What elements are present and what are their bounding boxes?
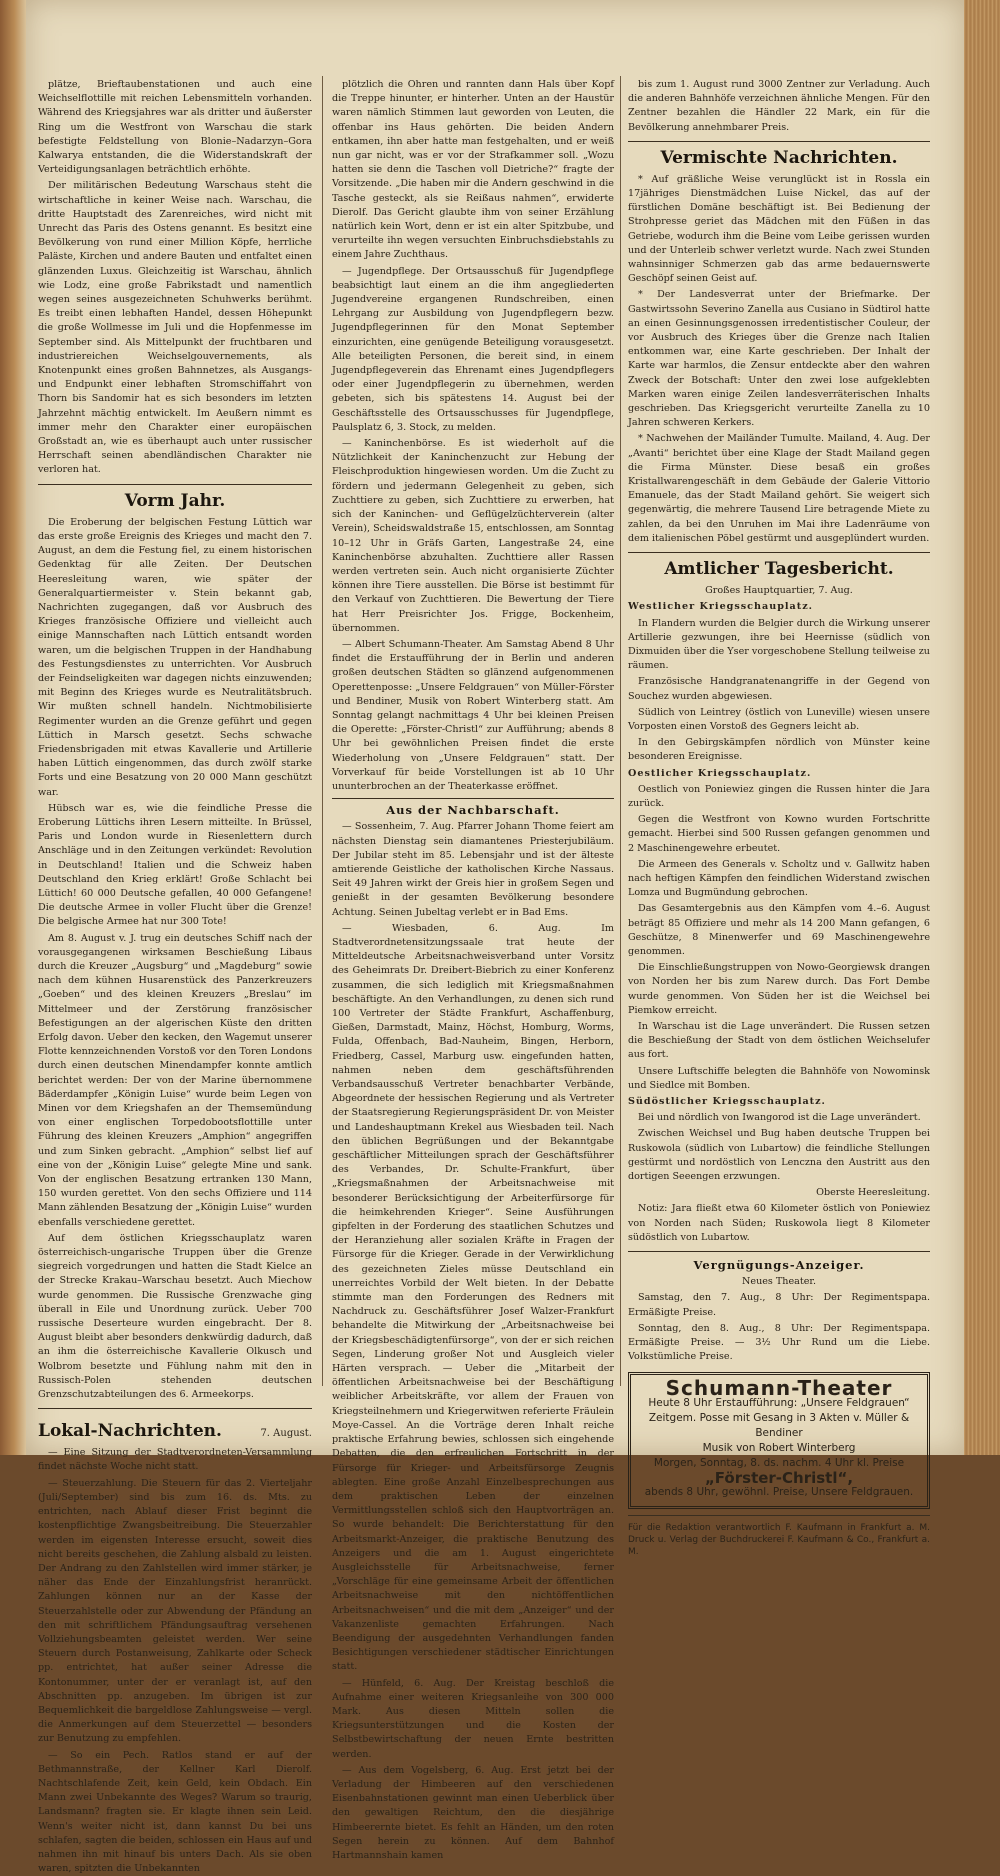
vermischte-para-2: * Der Landesverrat unter der Briefmarke. Der Gastwirtssohn Severino Zanella aus Cusiano in Südtirol hatte an einen Gesinnungsgenossen irredentistischer Couleur, der vor Ausbruch des Krieges über die Grenze nach Italien entkommen war, eine Karte geschrieben. Der Inhalt der Karte war harmlos, die Zensur entdeckte aber den wahren Zweck der Botschaft: Unter den zwei lose aufgeklebten Marken waren einige Zeilen landesverräterischen Inhalts geschrieben. Das Kriegsgericht verurteilte Zanella zu 10 Jahren schweren Kerkers. (628, 289, 930, 429)
ad-line-3: Musik von Robert Winterberg (702, 1441, 856, 1454)
ad-line-5: abends 8 Uhr, gewöhnl. Preise, Unsere Feldgrauen. (644, 1485, 914, 1498)
nachbar-para-1: — Sossenheim, 7. Aug. Pfarrer Johann Thome feiert am nächsten Dienstag sein diamantenes Priesterjubiläum. Der Jubilar steht im 85. Lebensjahr und ist der älteste amtierende Geistliche der katholischen Kirche Nassaus. Seit 49 Jahren wirkt der Greis hier in großem Segen und genießt in der gesamten Bevölkerung besondere Achtung. Seinen Jubeltag verlebt er in Bad Ems. (332, 821, 614, 918)
schumann-theater-ad (628, 1372, 930, 1508)
vorm-jahr-para-3: Am 8. August v. J. trug ein deutsches Schiff nach der vorausgegangenen wirksamen Beschießung Libaus durch die Kreuzer „Augsburg“ und „Magdeburg“ sowie nach dem kühnen Husarenstück des Panzerkreuzers „Goeben“ und des kleinen Kreuzers „Breslau“ im Mittelmeer und der Zerstörung französischer Befestigungen an der algerischen Küste den dritten Erfolg davon. Ueber den kecken, den Wagemut unserer Flotte kennzeichnenden Vorstoß vor den Toren Londons durch einen deutschen Minendampfer konnte amtlich berichtet werden: Der von der Marine übernommene Bäderdampfer „Königin Luise“ wurde beim Legen von Minen vor dem Kriegshafen an der Themsemündung von einer englischen Torpedobootsflottille unter Führung des kleinen Kreuzers „Amphion“ angegriffen und zum Sinken gebracht. „Amphion“ selbst lief auf eine von der „Königin Luise“ gelegte Mine und sank. Von der englischen Besatzung ertranken 130 Mann, 150 wurden gerettet. Von den sechs Offiziere und 114 Mann zählenden Besatzung der „Königin Luise“ wurden ebenfalls verschiedene gerettet. (38, 932, 312, 1228)
verg-para-1: Samstag, den 7. Aug., 8 Uhr: Der Regimentspapa. Ermäßigte Preise. (628, 1292, 930, 1318)
hauptquartier-line: Großes Hauptquartier, 7. Aug. (705, 585, 853, 597)
west-para-2: Französische Handgranatenangriffe in der Gegend von Souchez wurden abgewiesen. (628, 676, 930, 702)
ost-para-1: Oestlich von Poniewiez gingen die Russen hinter die Jara zurück. (628, 783, 930, 809)
west-para-1: In Flandern wurden die Belgier durch die Wirkung unserer Artillerie gezwungen, ihre bei Heernisse (südlich von Dixmuiden über die Yser vorgeschobene Stellung teilweise zu räumen. (628, 617, 930, 672)
vorm-jahr-para-2: Hübsch war es, wie die feindliche Presse die Eroberung Lüttichs ihren Lesern mitteilte. In Brüssel, Paris und London wurde in Riesenlettern durch Anschläge und in den Zeitungen verkündet: Revolution in Deutschland! Italien und die Schweiz haben Deutschland den Krieg erklärt! Große Schlacht bei Lüttich! 60 000 Deutsche gefallen, 40 000 Gefangene! Die deutsche Armee in voller Flucht über die Grenze! Die belgische Armee hat nur 300 Tote! (38, 802, 312, 928)
col2-para-3: — Kaninchenbörse. Es ist wiederholt auf die Nützlichkeit der Kaninchenzucht zur Hebung der Fleischproduktion hingewiesen worden. Um die Zucht zu fördern und jedermann Gelegenheit zu geben, sich Zuchttiere zu geben, sich Zuchttiere zu erwerben, hat sich der Kaninchen- und Geflügelzüchterverein (alter Verein), Scheidswaldstraße 15, entschlossen, am Sonntag 10–12 Uhr in Gräfs Garten, Langestraße 24, eine Kaninchenbörse abzuhalten. Zuchttiere aller Rassen werden vertreten sein. Auch nicht organisierte Züchter können ihre Tiere ausstellen. Die Börse ist bestimmt für den Verkauf von Zuchttieren. Die Bewertung der Tiere hat Herr Preisrichter Jos. Frigge, Bockenheim, übernommen. (332, 438, 614, 634)
west-front-heading: Westlicher Kriegsschauplatz. (628, 601, 813, 613)
section-rule (628, 1251, 930, 1252)
vermischte-para-1: * Auf gräßliche Weise verunglückt ist in Rossla ein 17jähriges Dienstmädchen Luise Nickel, das auf der fürstlichen Domäne beschäftigt ist. Bei Bedienung der Strohpresse geriet das Mädchen mit den Füßen in das Getriebe, wodurch ihm die Beine vom Leibe gerissen wurden und der Unterleib schwer verletzt wurde. Nach zwei Stunden wahnsinniger Schmerzen gab das arme bedauernswerte Geschöpf seinen Geist auf. (628, 173, 930, 285)
lokal-para-3: — So ein Pech. Ratlos stand er auf der Bethmannstraße, der Kellner Karl Dierolf. Nachtschlafende Zeit, kein Geld, kein Obdach. Ein Mann zwei Unbekannte des Weges? Warum so traurig, Landsmann? fragten sie. Er klagte ihnen sein Leid. Wenn's weiter nicht ist, dann kannst Du bei uns schlafen, sagten die beiden, schlossen ein Haus auf und nahmen ihn mit hinauf bis unters Dach. Als sie oben waren, spitzten die Unbekannten (38, 1749, 312, 1875)
ad-line-1: Heute 8 Uhr Erstaufführung: „Unsere Feldgrauen“ (648, 1396, 910, 1409)
nachbar-para-3: — Hünfeld, 6. Aug. Der Kreistag beschloß die Aufnahme einer weiteren Kriegsanleihe von 300 000 Mark. Aus diesen Mitteln sollen die Kriegsunterstützungen und die Kosten der Selbstbewirtschaftung der neuen Ernte bestritten werden. (332, 1677, 614, 1760)
vergnuegungs-heading: Vergnügungs-Anzeiger. (693, 1258, 865, 1273)
ost-para-7: Unsere Luftschiffe belegten die Bahnhöfe von Nowominsk und Siedlce mit Bomben. (628, 1065, 930, 1091)
section-rule (332, 798, 614, 799)
column-divider-1 (322, 76, 323, 1386)
book-page-edges (964, 0, 1000, 1455)
nachbarschaft-heading: Aus der Nachbarschaft. (386, 803, 560, 818)
section-rule (628, 552, 930, 553)
vorm-jahr-para-4: Auf dem östlichen Kriegsschauplatz waren österreichisch-ungarische Truppen über die Grenze siegreich vorgedrungen und hatten die Stadt Kielce an der Strecke Krakau–Warschau besetzt. Auch Miechow wurde genommen. Die Russische Grenzwache ging überall in Eile und Unordnung zurück. Ueber 700 russische Deserteure wurden eingebracht. Der 8. August bleibt aber besonders denkwürdig dadurch, daß an ihm die österreichische Kavallerie Olkusch und Wolbrom besetzte und Fühlung nahm mit den in Russisch-Polen stehenden deutschen Grenzschutzabteilungen des 6. Armeekorps. (38, 1232, 312, 1401)
ad-title: Schumann-Theater (665, 1376, 893, 1401)
section-rule (38, 1408, 312, 1409)
ad-line-2: Zeitgem. Posse mit Gesang in 3 Akten v. Müller & Bendiner (648, 1411, 910, 1439)
ost-para-4: Das Gesamtergebnis aus den Kämpfen vom 4.–6. August beträgt 85 Offiziere und mehr als 14 200 Mann gefangen, 6 Geschütze, 8 Minenwerfer und 69 Maschinengewehre genommen. (628, 903, 930, 957)
vermischte-para-3: * Nachwehen der Mailänder Tumulte. Mailand, 4. Aug. Der „Avanti“ berichtet über eine Klage der Stadt Mailand gegen die Firma Münster. Diese besaß ein großes Kristallwarengeschäft in dem Gebäude der Galerie Vittorio Emanuele, das der Stadt Mailand gehört. Sie weigert sich gegenwärtig, die mehrere Tausend Lire betragende Miete zu zahlen, da bei den Unruhen im Mai ihre Ladenräume von dem italienischen Pöbel gestürmt und ausgeplündert wurden. (628, 433, 930, 544)
ost-front-heading: Oestlicher Kriegsschauplatz. (628, 767, 812, 779)
ost-para-2: Gegen die Westfront von Kowno wurden Fortschritte gemacht. Hierbei sind 500 Russen gefangen genommen und 2 Maschinengewehre erbeutet. (628, 814, 930, 854)
column-divider-2 (620, 76, 621, 1386)
lokal-header (38, 1415, 312, 1446)
col3-top-para: bis zum 1. August rund 3000 Zentner zur Verladung. Auch die anderen Bahnhöfe verzeichnen ähnliche Mengen. Für den Zentner bezahlen die Händler 22 Mark, ein für die Bevölkerung annehmbarer Preis. (628, 79, 930, 133)
ost-para-6: In Warschau ist die Lage unverändert. Die Russen setzen die Beschießung der Stadt von dem östlichen Weichselufer aus fort. (628, 1020, 930, 1061)
sued-para-1: Bei und nördlich von Iwangorod ist die Lage unverändert. (638, 1112, 921, 1124)
west-para-4: In den Gebirgskämpfen nördlich von Münster keine besonderen Ereignisse. (628, 737, 930, 763)
heeresleitung-signature: Oberste Heeresleitung. (816, 1187, 930, 1199)
book-spine-left (0, 0, 26, 1455)
verg-para-2: Sonntag, den 8. Aug., 8 Uhr: Der Regimentspapa. Ermäßigte Preise. — 3½ Uhr Rund um die Liebe. Volkstümliche Preise. (628, 1322, 930, 1363)
col2-para-4: — Albert Schumann-Theater. Am Samstag Abend 8 Uhr findet die Erstaufführung der in Berlin und anderen großen deutschen Städten so glänzend aufgenommenen Operettenposse: „Unsere Feldgrauen“ von Müller-Förster und Bendiner, Musik von Robert Winterberg statt. Am Sonntag gelangt nachmittags 4 Uhr bei kleinen Preisen die Operette: „Förster-Christl“ zur Aufführung; abends 8 Uhr bei gewöhnlichen Preisen findet die erste Wiederholung von „Unsere Feldgrauen“ statt. Der Vorverkauf für beide Vorstellungen ist ab 10 Uhr ununterbrochen an der Theaterkasse eröffnet. (332, 638, 614, 792)
section-rule (38, 484, 312, 485)
amtlicher-heading: Amtlicher Tagesbericht. (664, 559, 894, 580)
ost-para-3: Die Armeen des Generals v. Scholtz und v. Gallwitz haben nach heftigen Kämpfen den feindlichen Widerstand zwischen Lomza und Bugmündung gebrochen. (628, 858, 930, 899)
col2-para-1: plötzlich die Ohren und rannten dann Hals über Kopf die Treppe hinunter, er hinterher. Unten an der Haustür waren nämlich Stimmen laut geworden von Leuten, die offenbar ins Haus gehörten. Die beiden Andern entkamen, ihn aber hatte man festgehalten, und er weiß nun gar nicht, was er vor der Strafkammer soll. „Wozu hatten sie denn die Taschen voll Dietriche?“ fragte der Vorsitzende. „Die haben mir die Andern geschwind in die Tasche gesteckt, als sie Reißaus nahmen“, erwiderte Dierolf. Das Gericht glaubte ihm von seiner Erzählung natürlich kein Wort, denn er ist ein alter Spitzbube, und verurteilte ihn wegen versuchten Einbruchsdiebstahls zu einem Jahre Zuchthaus. (332, 79, 614, 261)
notiz-para: Notiz: Jara fließt etwa 60 Kilometer östlich von Poniewiez von Norden nach Süden; Ruskowola liegt 8 Kilometer südöstlich von Lubartow. (628, 1203, 930, 1243)
section-rule (628, 1515, 930, 1516)
vorm-jahr-heading: Vorm Jahr. (124, 490, 226, 511)
imprint: Für die Redaktion verantwortlich F. Kaufmann in Frankfurt a. M. Druck u. Verlag der Buchdruckerei F. Kaufmann & Co., Frankfurt a. M. (628, 1522, 930, 1557)
lokal-para-1: — Eine Sitzung der Stadtverordneten-Versammlung findet nächste Woche nicht statt. (38, 1447, 312, 1473)
column-2 (332, 78, 614, 1861)
col1-intro-para-1: plätze, Brieftaubenstationen und auch eine Weichselflottille mit reichen Lebensmitteln vorhanden. Während des Kriegsjahres war als dritter und äußerster Ring um die Westfront von Warschau die stark befestigte Feldstellung von Blonie–Nadarzyn–Gora Kalwarya entstanden, die die Widerstandskraft der Verteidigungsanlagen beträchtlich erhöhte. (38, 79, 312, 176)
col1-intro-para-2: Der militärischen Bedeutung Warschaus steht die wirtschaftliche in keiner Weise nach. Warschau, die dritte Hauptstadt des Zarenreiches, wird nicht mit Unrecht das Paris des Ostens genannt. Es besitzt eine Bevölkerung von rund einer Million Köpfe, herrliche Paläste, Kirchen und andere Bauten und entfaltet einen glänzenden Luxus. Gleichzeitig ist Warschau, ähnlich wie Lodz, eine große Fabrikstadt und namentlich wegen seines ausgezeichneten Schuhwerks berühmt. Es treibt einen lebhaften Handel, dessen Höhepunkt die große Wollmesse im Juli und die Hopfenmesse im September sind. Als Mittelpunkt der fruchtbaren und industriereichen Weichselgouvernements, als Knotenpunkt eines großen Bahnnetzes, als Ausgangs- und Endpunkt einer lebhaften Stromschiffahrt von Thorn bis Sandomir hat es sich besonders im letzten Jahrzehnt mächtig entwickelt. Im Aeußern nimmt es immer mehr den Charakter einer europäischen Großstadt an, wie es überhaupt auch unter russischer Herrschaft seinen abendländischen Charakter nie verloren hat. (38, 180, 312, 476)
neues-theater-heading: Neues Theater. (742, 1276, 816, 1288)
col2-para-2: — Jugendpflege. Der Ortsausschuß für Jugendpflege beabsichtigt laut einem an die ihm angegliederten Jugendvereine ergangenen Rundschreiben, einen Lehrgang zur Ausbildung von Jugendpflegern bezw. Jugendpflegerinnen für den Monat September einzurichten, eine genügende Beteiligung vorausgesetzt. Alle beteiligten Personen, die bereit sind, in einem Jugendpflegeverein das Ehrenamt eines Jugendpflegers oder einer Jugendpflegerin zu übernehmen, werden gebeten, sich bis spätestens 14. August bei der Geschäftsstelle des Ortsausschusses für Jugendpflege, Paulsplatz 6, 3. Stock, zu melden. (332, 265, 614, 433)
ad-play-title: „Förster-Christl“, (704, 1468, 854, 1487)
lokal-heading: Lokal-Nachrichten. (38, 1421, 222, 1442)
vermischte-heading: Vermischte Nachrichten. (660, 147, 898, 168)
vorm-jahr-para-1: Die Eroberung der belgischen Festung Lüttich war das erste große Ereignis des Krieges und macht den 7. August, an dem die Festung fiel, zu einem historischen Gedenktag für alle Zeiten. Der Deutschen Heeresleitung waren, wie später der Generalquartiermeister v. Stein bekannt gab, Nachrichten zugegangen, daß vor Ausbruch des Krieges französische Offiziere und vielleicht auch einige Mannschaften nach Lüttich entsandt worden waren, um die belgischen Truppen in der Handhabung des Festungsdienstes zu unterrichten. Vor Ausbruch der Feindseligkeiten war dagegen nichts einzuwenden; mit Beginn des Krieges wurde es Neutralitätsbruch. Wir mußten schnell handeln. Nichtmobilisierte Regimenter wurden an die Grenze geführt und gegen Lüttich in Marsch gesetzt. Sechs schwache Friedensbrigaden mit etwas Kavallerie und Artillerie haben Lüttich eingenommen, das durch zwölf starke Forts und eine Besatzung von 20 000 Mann geschützt war. (38, 516, 312, 798)
ost-para-5: Die Einschließungstruppen von Nowo-Georgiewsk drangen von Norden her bis zum Narew durch. Das Fort Dembe wurde genommen. Von Süden her ist die Weichsel bei Piemkow erreicht. (628, 962, 930, 1016)
ad-line-4: Morgen, Sonntag, 8. ds. nachm. 4 Uhr kl. Preise (653, 1456, 905, 1469)
nachbar-para-4: — Aus dem Vogelsberg, 6. Aug. Erst jetzt bei der Verladung der Himbeeren auf den verschiedenen Eisenbahnstationen gewinnt man einen Ueberblick über den gewaltigen Reichtum, den die diesjährige Himbeerernte bietet. Es fehlt an Händen, um den roten Segen herein zu können. Auf dem Bahnhof Hartmannshain kamen (332, 1764, 614, 1861)
column-3 (628, 78, 930, 1557)
lokal-date: 7. August. (260, 1428, 312, 1440)
suedost-front-heading: Südöstlicher Kriegsschauplatz. (628, 1096, 826, 1107)
lokal-para-2: — Steuerzahlung. Die Steuern für das 2. Vierteljahr (Juli/September) sind bis zum 16. ds. Mts. zu entrichten, nach Ablauf dieser Frist beginnt die kostenpflichtige Zwangsbeitreibung. Die Steuerzahler werden im eigensten Interesse ersucht, soweit dies nicht bereits geschehen, die Zahlung alsbald zu leisten. Der Andrang zu den Zahlstellen wird immer stärker, je näher das Ende der Einzahlungsfrist heranrückt. Zahlungen können nur an der Kasse der Steuerzahlstelle oder zur Abwendung der Pfändung an den mit schriftlichem Pfändungsauftrag versehenen Vollziehungsbeamten geleistet werden. Wer seine Steuern durch Postanweisung, Zahlkarte oder Scheck pp. entrichtet, hat außer seiner Adresse die Kontonummer, unter der er veranlagt ist, auf den Abschnitten pp. anzugeben. Im übrigen ist zur Bequemlichkeit die bargeldlose Zahlungsweise — vergl. die Anmerkungen auf dem Steuerzettel — besonders zur Benutzung zu empfehlen. (38, 1477, 312, 1745)
west-para-3: Südlich von Leintrey (östlich von Luneville) wiesen unsere Vorposten einen Vorstoß des Gegners leicht ab. (628, 706, 930, 732)
sued-para-2: Zwischen Weichsel und Bug haben deutsche Truppen bei Ruskowola (südlich von Lubartow) die feindliche Stellungen gestürmt und nordöstlich von Lenczna den Austritt aus den dortigen Seeengen erzwungen. (628, 1128, 930, 1183)
nachbar-para-2: — Wiesbaden, 6. Aug. Im Stadtverordnetensitzungssaale trat heute der Mitteldeutsche Arbeitsnachweisverband unter Vorsitz des Geheimrats Dr. Dreibert-Biebrich zu einer Konferenz zusammen, die sich lediglich mit Kriegsmaßnahmen beschäftigte. An den Verhandlungen, zu denen sich rund 100 Vertreter der Städte Frankfurt, Aschaffenburg, Gießen, Darmstadt, Mainz, Höchst, Homburg, Worms, Fulda, Offenbach, Bad-Nauheim, Bingen, Herborn, Friedberg, Cassel, Marburg usw. eingefunden hatten, nahmen neben dem geschäftsführenden Verbandsausschuß Vertreter benachbarter Verbände, Abgeordnete der hessischen Regierung und als Vertreter der Staatsregierung Regierungspräsident Dr. von Meister und Landeshauptmann Krekel aus Wiesbaden teil. Nach den üblichen Begrüßungen und der Bekanntgabe geschäftlicher Mitteilungen sprach der Geschäftsführer des Verbandes, Dr. Schulte-Frankfurt, über „Kriegsmaßnahmen der Arbeitsnachweise mit besonderer Berücksichtigung der Arbeiterfürsorge für die heimkehrenden Krieger“. Seine Ausführungen gipfelten in der Forderung des staatlichen Schutzes und der Heranziehung aller sozialen Kräfte in Fragen der Fürsorge für die Krieger. Gerade in der Verwirklichung des gezeichneten Zieles müsse Deutschland ein unerreichtes Vorbild der Welt bieten. In der Debatte stimmte man den Forderungen des Redners mit Nachdruck zu. Geschäftsführer Josef Walzer-Frankfurt behandelte die Mitwirkung der „Arbeitsnachweise bei der Kriegsbeschädigtenfürsorge“, von der er sich reichen Segen, Linderung großer Not und Ausgleich vieler Härten versprach. — Ueber die „Mitarbeit der öffentlichen Arbeitsnachweise bei der Beschäftigung weiblicher Arbeitskräfte, vor allem der Frauen von Kriegsteilnehmern und Kriegerwitwen referierte Fräulein Moye-Cassel. An die Vorträge deren Inhalt reiche praktische Erfahrung bewies, schlossen sich eingehende Debatten, die den erfreulichen Fortschritt in der Fürsorge für Krieger- und Arbeitsfürsorge Zeugnis ablegten. Eine große Anzahl Einzelbesprechungen aus dem praktischen Leben der einzelnen Vermittlungsstellen schloß sich den Hauptvorträgen an. So wurde behandelt: Die Berichterstattung für den Arbeitsmarkt-Anzeiger, die praktische Benutzung des Anzeigers und die am 1. August eingerichtete Ausgleichsstelle für Arbeitsnachweise, ferner „Vorschläge für eine gemeinsame Arbeit der öffentlichen Arbeitsnachweise mit den nichtöffentlichen Arbeitsnachweisen“ und die mit dem „Anzeiger“ und der Vakanzenliste gemachten Erfahrungen. Nach Beendigung der ausgedehnten Verhandlungen fanden Besichtigungen verschiedener städtischer Einrichtungen statt. (332, 922, 614, 1673)
section-rule (628, 141, 930, 142)
column-1 (38, 78, 312, 1875)
